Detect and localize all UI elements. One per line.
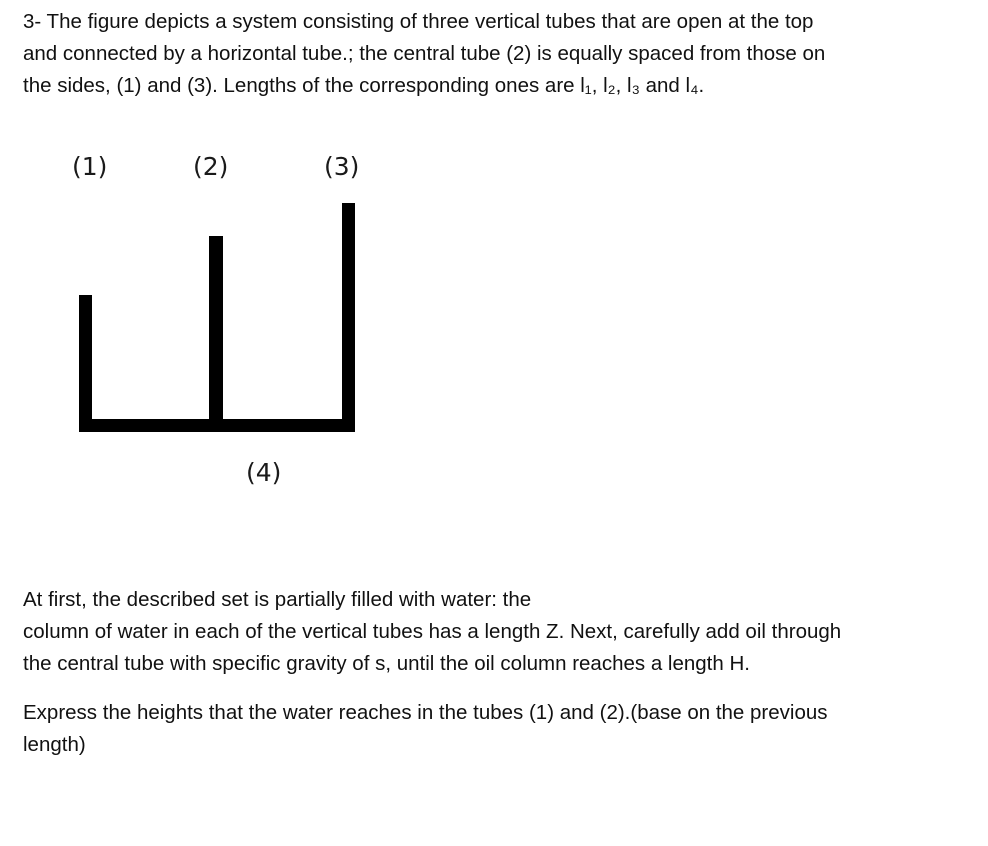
question-line: length)	[23, 733, 86, 756]
intro-line: 3- The figure depicts a system consisting of three vertical tubes that are open at the top	[23, 10, 814, 33]
tube-2	[209, 236, 223, 432]
tube-4-horizontal	[79, 419, 355, 432]
tube-3	[342, 203, 355, 432]
question-line: Express the heights that the water reaches in the tubes (1) and (2).(base on the previous	[23, 701, 828, 724]
tube-1-label: (1)	[72, 152, 108, 181]
fill-line: At first, the described set is partially filled with water: the	[23, 588, 532, 611]
intro-line: the sides, (1) and (3). Lengths of the corresponding ones are l₁, l₂, l₃ and l₄.	[23, 74, 705, 97]
tube-2-label: (2)	[193, 152, 229, 181]
tube-1	[79, 295, 92, 432]
tube-3-label: (3)	[324, 152, 360, 181]
fill-line: the central tube with specific gravity of s, until the oil column reaches a length H.	[23, 652, 750, 675]
fill-line: column of water in each of the vertical tubes has a length Z. Next, carefully add oil through	[23, 620, 842, 643]
intro-line: and connected by a horizontal tube.; the central tube (2) is equally spaced from those on	[23, 42, 826, 65]
problem-filling-description	[23, 584, 841, 680]
tube-4-label: (4)	[246, 458, 282, 487]
problem-question	[23, 697, 828, 761]
